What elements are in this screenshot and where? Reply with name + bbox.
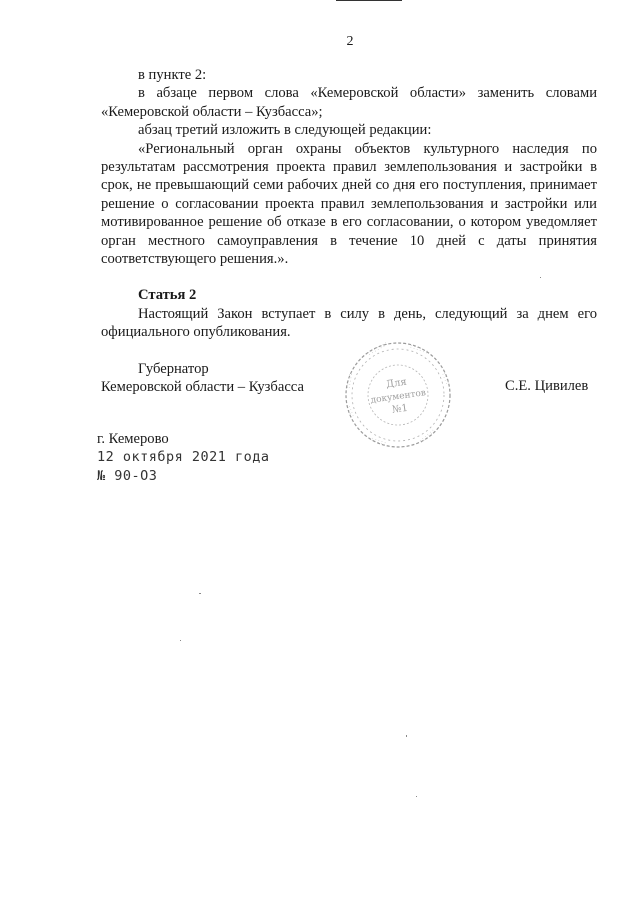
signature-title-line-2: Кемеровской области – Кузбасса — [101, 379, 304, 396]
official-stamp — [343, 340, 453, 450]
stamp-text-2: документов — [370, 388, 427, 406]
scan-speck — [540, 277, 541, 278]
amendment-paragraph-2: в абзаце первом слова «Кемеровской области» заменить словами «Кемеровской области – Кузбасса»; — [101, 85, 597, 120]
scan-speck — [406, 735, 407, 737]
svg-text:: : : : : :: : : : : : : — [418, 427, 436, 444]
law-number: № 90-ОЗ — [97, 467, 158, 484]
amendment-paragraph-4: «Региональный орган охраны объектов культурного наследия по результатам рассмотрения проекта правил землепользования и застройки в срок, не превышающий семи рабочих дней со дня его поступления, принимает решение о согласовании проекта правил землепользования и застройки или мотивированное решение об отказе в его согласовании, о котором уведомляет орган местного самоуправления в течение 10 дней с даты принятия соответствующего решения.». — [101, 140, 597, 268]
top-rule — [336, 0, 402, 1]
svg-text:: : : : :: : : : : : — [345, 373, 354, 389]
amendment-paragraph-1: в пункте 2: — [138, 67, 207, 83]
document-body — [101, 66, 597, 342]
svg-text:: : : : : :: : : : : : : — [409, 343, 429, 356]
signature-title-line-1: Губернатор — [138, 361, 209, 377]
signature-name: С.Е. Цивилев — [505, 378, 589, 394]
stamp-text-3: №1 — [391, 402, 409, 416]
svg-text:: : : :: : : : : — [345, 404, 356, 418]
signature-title — [101, 360, 304, 397]
scan-speck — [180, 640, 181, 641]
place: г. Кемерово — [97, 431, 169, 447]
article-2-heading: Статья 2 — [138, 287, 197, 304]
place-date-block — [97, 430, 270, 485]
svg-text:: : : :: : : : : — [440, 372, 451, 386]
article-2-text: Настоящий Закон вступает в силу в день, следующий за днем его официального опубликования. — [101, 305, 597, 341]
document-date: 12 октября 2021 года — [97, 449, 270, 466]
amendment-paragraph-3: абзац третий изложить в следующей редакции: — [138, 122, 432, 139]
stamp-text-1: Для — [385, 376, 408, 391]
svg-text:: : : : :: : : : : : — [370, 435, 387, 447]
scan-speck — [199, 593, 201, 594]
svg-text:: : : : : : :: : : : : : : : — [367, 340, 389, 357]
scan-speck — [416, 796, 417, 797]
page-number: 2 — [346, 34, 354, 49]
